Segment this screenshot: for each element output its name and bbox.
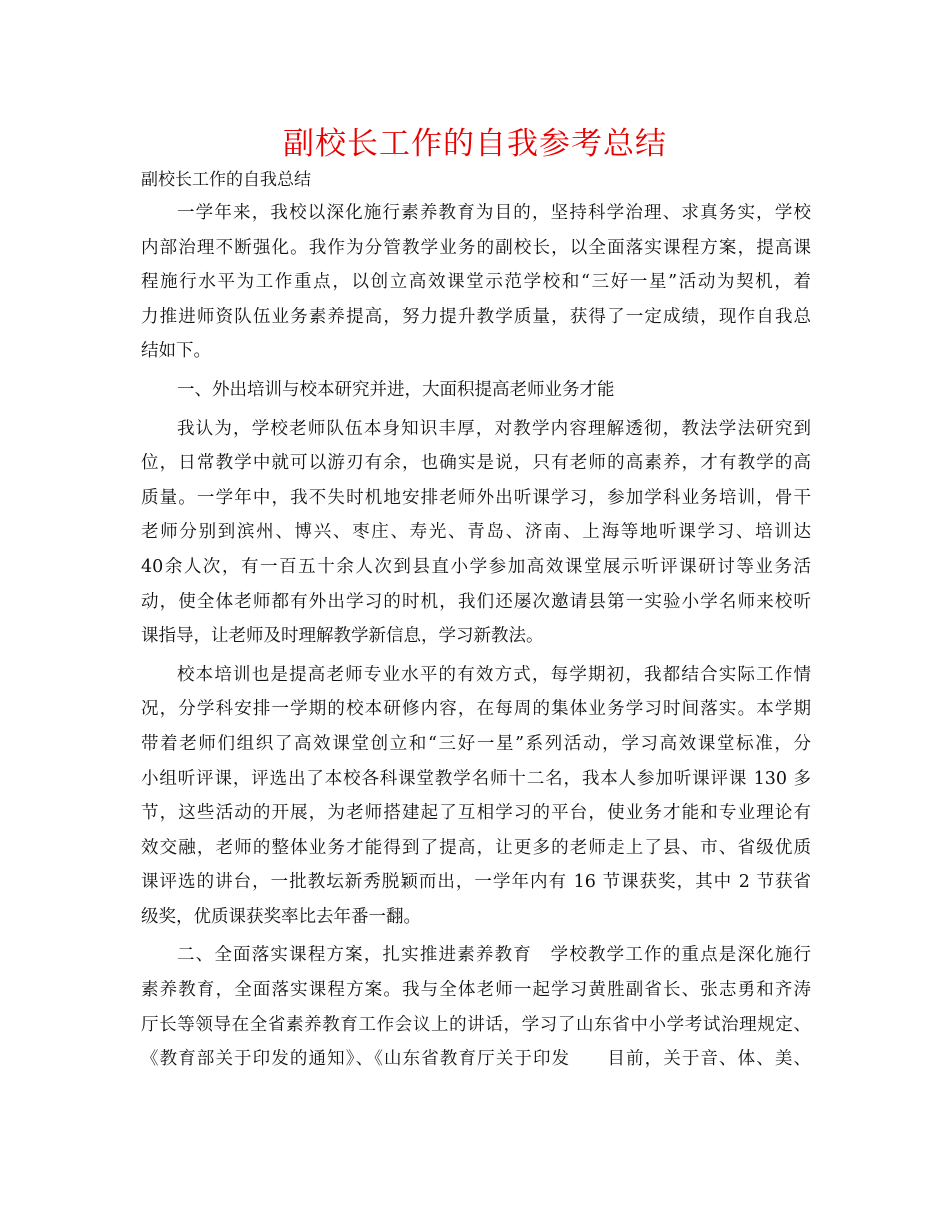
paragraph-line: 程施行水平为工作重点，以创立高效课堂示范学校和“三好一星”活动为契机，着 [141, 272, 811, 293]
paragraph-line: 力推进师资队伍业务素养提高，努力提升教学质量，获得了一定成绩，现作自我总 [141, 306, 811, 327]
paragraph-line: 课评选的讲台，一批教坛新秀脱颖而出，一学年内有 16 节课获奖，其中 2 节获省 [141, 872, 811, 893]
paragraph-line: 素养教育，全面落实课程方案。我与全体老师一起学习黄胜副省长、张志勇和齐涛 [141, 980, 811, 1001]
document-body [141, 196, 811, 1077]
paragraph-line: 我认为，学校老师队伍本身知识丰厚，对教学内容理解透彻，教法学法研究到 [177, 418, 811, 439]
paragraph-line: 课指导，让老师及时理解教学新信息，学习新教法。 [141, 626, 544, 647]
paragraph-line: 二、全面落实课程方案，扎实推进素养教育 学校教学工作的重点是深化施行 [177, 945, 811, 966]
paragraph-line: 效交融，老师的整体业务才能得到了提高，让更多的老师走上了县、市、省级优质 [141, 837, 811, 858]
paragraph-line: 厅长等领导在全省素养教育工作会议上的讲话，学习了山东省中小学考试治理规定、 [141, 1014, 811, 1035]
paragraph-curriculum [141, 938, 811, 1076]
paragraph-line: 带着老师们组织了高效课堂创立和“三好一星”系列活动，学习高效课堂标准，分 [141, 733, 811, 754]
paragraph-line: 内部治理不断强化。我作为分管教学业务的副校长，以全面落实课程方案，提高课 [141, 237, 811, 258]
paragraph-school-training [141, 658, 811, 935]
paragraph-line: 况，分学科安排一学期的校本研修内容，在每周的集体业务学习时间落实。本学期 [141, 699, 811, 720]
document-title: 副校长工作的自我参考总结 [283, 126, 667, 162]
paragraph-line: 小组听评课，评选出了本校各科课堂教学名师十二名，我本人参加听课评课 130 多 [141, 768, 811, 789]
paragraph-line: 校本培训也是提高老师专业水平的有效方式，每学期初，我都结合实际工作情 [177, 664, 811, 685]
paragraph-line: 《教育部关于印发的通知》、《山东省教育厅关于印发 目前，关于音、体、美、 [141, 1049, 811, 1070]
section-heading-1 [141, 373, 811, 408]
paragraph-training [141, 412, 811, 654]
paragraph-line: 动，使全体老师都有外出学习的时机，我们还屡次邀请县第一实验小学名师来校听 [141, 591, 811, 612]
paragraph-intro [141, 196, 811, 369]
paragraph-line: 40余人次，有一百五十余人次到县直小学参加高效课堂展示听评课研讨等业务活 [141, 556, 811, 577]
paragraph-line: 结如下。 [141, 341, 211, 362]
paragraph-line: 质量。一学年中，我不失时机地安排老师外出听课学习，参加学科业务培训，骨干 [141, 487, 811, 508]
paragraph-line: 老师分别到滨州、博兴、枣庄、寿光、青岛、济南、上海等地听课学习、培训达 [141, 522, 811, 543]
section-heading-line: 一、外出培训与校本研究并进，大面积提高老师业务才能 [177, 379, 615, 400]
document-subtitle: 副校长工作的自我总结 [141, 170, 311, 190]
paragraph-line: 位，日常教学中就可以游刃有余，也确实是说，只有老师的高素养，才有教学的高 [141, 453, 811, 474]
paragraph-line: 节，这些活动的开展，为老师搭建起了互相学习的平台，使业务才能和专业理论有 [141, 803, 811, 824]
paragraph-line: 级奖，优质课获奖率比去年番一翻。 [141, 906, 421, 927]
paragraph-line: 一学年来，我校以深化施行素养教育为目的，坚持科学治理、求真务实，学校 [177, 203, 811, 223]
